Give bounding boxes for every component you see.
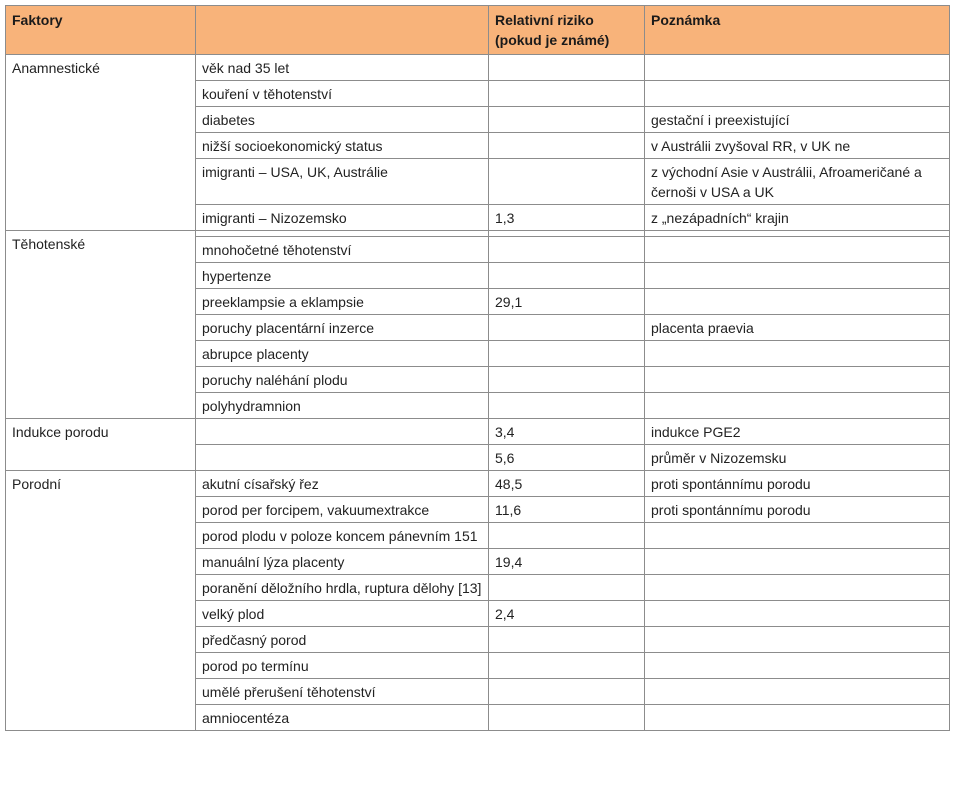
relative-risk-cell: 2,4	[489, 601, 645, 627]
risk-factors-table	[5, 5, 950, 731]
note-cell	[645, 575, 950, 601]
note-cell	[645, 601, 950, 627]
relative-risk-cell	[489, 705, 645, 731]
relative-risk-cell	[489, 263, 645, 289]
relative-risk-cell	[489, 315, 645, 341]
table-row	[6, 471, 950, 497]
relative-risk-cell	[489, 107, 645, 133]
relative-risk-cell: 19,4	[489, 549, 645, 575]
header-factor-detail	[196, 6, 489, 55]
note-cell: v Austrálii zvyšoval RR, v UK ne	[645, 133, 950, 159]
factor-cell: porod plodu v poloze koncem pánevním 151	[196, 523, 489, 549]
table-row	[6, 419, 950, 445]
note-cell: z „nezápadních“ krajin	[645, 205, 950, 231]
factor-cell: nižší socioekonomický status	[196, 133, 489, 159]
note-cell: průměr v Nizozemsku	[645, 445, 950, 471]
category-cell: Těhotenské	[6, 231, 196, 419]
note-cell	[645, 341, 950, 367]
note-cell: z východní Asie v Austrálii, Afroameričané a černoši v USA a UK	[645, 159, 950, 205]
factor-cell: akutní císařský řez	[196, 471, 489, 497]
relative-risk-cell	[489, 679, 645, 705]
header-note: Poznámka	[645, 6, 950, 55]
note-cell	[645, 549, 950, 575]
factor-cell	[196, 419, 489, 445]
table-body	[6, 55, 950, 731]
table-header	[6, 6, 950, 55]
relative-risk-cell	[489, 55, 645, 81]
factor-cell: poranění děložního hrdla, ruptura dělohy [13]	[196, 575, 489, 601]
factor-cell: umělé přerušení těhotenství	[196, 679, 489, 705]
relative-risk-cell: 48,5	[489, 471, 645, 497]
relative-risk-cell	[489, 367, 645, 393]
relative-risk-cell	[489, 81, 645, 107]
relative-risk-cell: 29,1	[489, 289, 645, 315]
relative-risk-cell	[489, 393, 645, 419]
factor-cell: manuální lýza placenty	[196, 549, 489, 575]
relative-risk-cell	[489, 627, 645, 653]
factor-cell: poruchy naléhání plodu	[196, 367, 489, 393]
note-cell	[645, 289, 950, 315]
note-cell	[645, 705, 950, 731]
relative-risk-cell: 1,3	[489, 205, 645, 231]
factor-cell: imigranti – Nizozemsko	[196, 205, 489, 231]
factor-cell: věk nad 35 let	[196, 55, 489, 81]
note-cell: proti spontánnímu porodu	[645, 471, 950, 497]
relative-risk-cell: 3,4	[489, 419, 645, 445]
factor-cell: předčasný porod	[196, 627, 489, 653]
note-cell: indukce PGE2	[645, 419, 950, 445]
factor-cell: abrupce placenty	[196, 341, 489, 367]
relative-risk-cell: 5,6	[489, 445, 645, 471]
factor-cell: kouření v těhotenství	[196, 81, 489, 107]
factor-cell: porod per forcipem, vakuumextrakce	[196, 497, 489, 523]
header-factors: Faktory	[6, 6, 196, 55]
factor-cell: hypertenze	[196, 263, 489, 289]
factor-cell	[196, 445, 489, 471]
factor-cell: imigranti – USA, UK, Austrálie	[196, 159, 489, 205]
factor-cell: velký plod	[196, 601, 489, 627]
factor-cell: mnohočetné těhotenství	[196, 237, 489, 263]
note-cell	[645, 263, 950, 289]
note-cell	[645, 237, 950, 263]
note-cell	[645, 679, 950, 705]
note-cell	[645, 627, 950, 653]
factor-cell: diabetes	[196, 107, 489, 133]
relative-risk-cell	[489, 159, 645, 205]
category-cell: Anamnestické	[6, 55, 196, 231]
factor-cell: polyhydramnion	[196, 393, 489, 419]
factor-cell: porod po termínu	[196, 653, 489, 679]
table-row	[6, 55, 950, 81]
header-relative-risk: Relativní riziko (pokud je známé)	[489, 6, 645, 55]
note-cell	[645, 367, 950, 393]
relative-risk-cell	[489, 341, 645, 367]
factor-cell: amniocentéza	[196, 705, 489, 731]
note-cell	[645, 55, 950, 81]
header-row	[6, 6, 950, 55]
relative-risk-cell	[489, 237, 645, 263]
category-cell: Indukce porodu	[6, 419, 196, 471]
note-cell	[645, 81, 950, 107]
note-cell: proti spontánnímu porodu	[645, 497, 950, 523]
note-cell: placenta praevia	[645, 315, 950, 341]
factor-cell: poruchy placentární inzerce	[196, 315, 489, 341]
note-cell	[645, 653, 950, 679]
relative-risk-cell	[489, 133, 645, 159]
relative-risk-cell: 11,6	[489, 497, 645, 523]
relative-risk-cell	[489, 575, 645, 601]
note-cell	[645, 523, 950, 549]
note-cell	[645, 393, 950, 419]
factor-cell: preeklampsie a eklampsie	[196, 289, 489, 315]
category-cell: Porodní	[6, 471, 196, 731]
relative-risk-cell	[489, 523, 645, 549]
relative-risk-cell	[489, 653, 645, 679]
note-cell: gestační i preexistující	[645, 107, 950, 133]
